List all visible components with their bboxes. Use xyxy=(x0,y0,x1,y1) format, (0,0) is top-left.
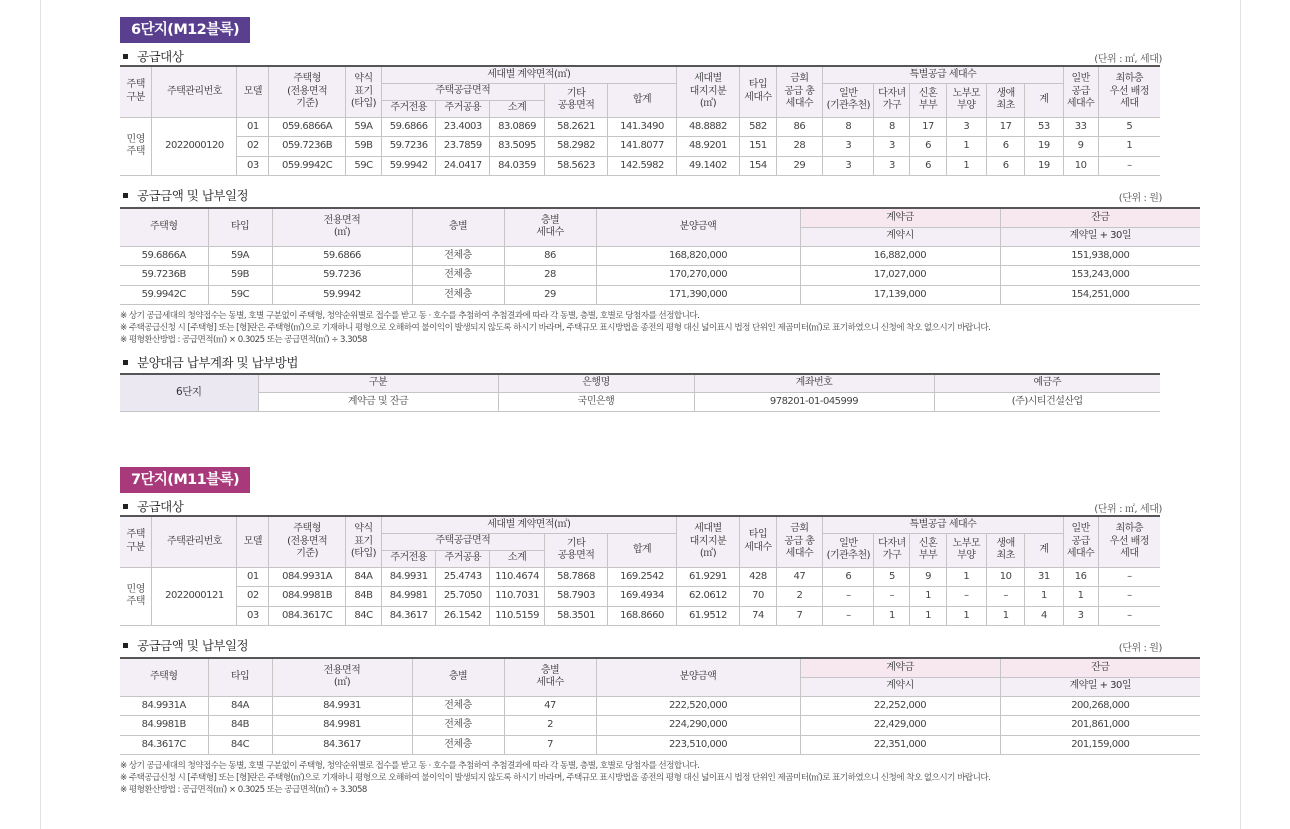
table-cell: 10 xyxy=(987,567,1025,587)
header-newlywed: 신혼 부부 xyxy=(910,533,946,567)
table-cell: 01 xyxy=(237,567,269,587)
header-balance-timing: 계약일 + 30일 xyxy=(1000,227,1200,246)
table-cell: 58.5623 xyxy=(544,156,608,176)
table-cell: 84A xyxy=(345,567,381,587)
header-house-type: 주택형 (전용면적 기준) xyxy=(269,516,346,567)
note-line: ※ 주택공급신청 시 [주택형] 또는 [형]란은 주택형(㎡)으로 기재하니 평형으로 오해하여 불이익이 발생되지 않도록 하시기 바라며, 주택규모 표시방법을 종전의 평형 대신 넓이표시 법정 단위인 제곱미터(㎡)로 표기하였으니 신청에 착오 없으시기 바랍니다. xyxy=(120,323,991,334)
table-cell: 84.9981 xyxy=(272,716,412,736)
table-cell: 84C xyxy=(208,735,272,755)
header-residential-common: 주거공용 xyxy=(436,100,490,117)
table-cell: 1 xyxy=(946,567,986,587)
table-cell: 86 xyxy=(776,117,823,137)
table-cell: 582 xyxy=(740,117,776,137)
header-newlywed: 신혼 부부 xyxy=(910,83,946,117)
table-cell: 47 xyxy=(504,696,596,716)
header-sale-price: 분양금액 xyxy=(596,208,800,246)
table-cell: 33 xyxy=(1063,117,1098,137)
header-house-type: 주택형 (전용면적 기준) xyxy=(269,66,346,117)
table-cell: 48.8882 xyxy=(676,117,740,137)
header-exclusive-area: 전용면적 (㎡) xyxy=(272,208,412,246)
table-cell: 전체층 xyxy=(412,266,504,286)
table-cell: 22,252,000 xyxy=(800,696,1000,716)
header-land-share: 세대별 대지지분 (㎡) xyxy=(676,516,740,567)
supply-target-table xyxy=(120,515,1160,626)
notes xyxy=(120,760,1160,797)
supply-target-table xyxy=(120,65,1160,176)
table-cell: – xyxy=(1098,156,1160,176)
table-row xyxy=(120,393,1160,412)
header-type: 타입 xyxy=(208,208,272,246)
table-cell: 141.3490 xyxy=(608,117,676,137)
table-cell: 171,390,000 xyxy=(596,285,800,305)
table-cell: 84.9931 xyxy=(272,696,412,716)
table-cell: 224,290,000 xyxy=(596,716,800,736)
account-header: 예금주 xyxy=(934,374,1160,393)
table-cell: 84.0359 xyxy=(490,156,544,176)
header-floor: 층별 xyxy=(412,208,504,246)
unit-note: (단위 : 원) xyxy=(1118,643,1162,654)
account-header: 구분 xyxy=(258,374,498,393)
header-house-category: 주택 구분 xyxy=(120,516,152,567)
table-cell: 169.4934 xyxy=(608,587,676,607)
price-schedule-heading xyxy=(120,186,1160,204)
management-no-cell: 2022000121 xyxy=(152,567,237,626)
table-cell: 222,520,000 xyxy=(596,696,800,716)
table-cell: 8 xyxy=(874,117,910,137)
table-cell: 10 xyxy=(1063,156,1098,176)
table-cell: 61.9291 xyxy=(676,567,740,587)
table-cell: 059.9942C xyxy=(269,156,346,176)
table-cell: 17 xyxy=(910,117,946,137)
table-cell: 7 xyxy=(504,735,596,755)
table-cell: 19 xyxy=(1025,137,1063,157)
header-type: 타입 xyxy=(208,658,272,696)
table-cell: 5 xyxy=(874,567,910,587)
table-cell: 59.7236B xyxy=(120,266,208,286)
table-cell: 59.9942C xyxy=(120,285,208,305)
table-cell: 74 xyxy=(740,606,776,626)
table-cell: 151,938,000 xyxy=(1000,246,1200,266)
table-cell: 02 xyxy=(237,137,269,157)
table-cell: 59.9942 xyxy=(382,156,436,176)
header-floor: 층별 xyxy=(412,658,504,696)
header-balance-timing: 계약일 + 30일 xyxy=(1000,677,1200,696)
header-floor-units: 층별 세대수 xyxy=(504,658,596,696)
table-cell: 83.5095 xyxy=(490,137,544,157)
table-cell: 110.7031 xyxy=(490,587,544,607)
header-contract-area: 세대별 계약면적(㎡) xyxy=(382,516,677,533)
header-special-sum: 계 xyxy=(1025,533,1063,567)
table-cell: – xyxy=(1098,606,1160,626)
table-cell: 58.7903 xyxy=(544,587,608,607)
table-row xyxy=(120,696,1200,716)
table-cell: 84C xyxy=(345,606,381,626)
table-cell: 201,861,000 xyxy=(1000,716,1200,736)
table-cell: 전체층 xyxy=(412,246,504,266)
table-cell: 2 xyxy=(776,587,823,607)
table-cell: 22,351,000 xyxy=(800,735,1000,755)
table-cell: 1 xyxy=(910,606,946,626)
table-cell: 전체층 xyxy=(412,285,504,305)
header-general-institution: 일반 (기관추천) xyxy=(823,83,874,117)
table-cell: 1 xyxy=(1063,587,1098,607)
header-type-units: 타입 세대수 xyxy=(740,516,776,567)
price-schedule-table xyxy=(120,657,1200,755)
management-no-cell: 2022000120 xyxy=(152,117,237,176)
header-elderly-parent: 노부모 부양 xyxy=(946,533,986,567)
right-guide-line xyxy=(1240,0,1241,829)
header-first-life: 생애 최초 xyxy=(987,83,1025,117)
table-row xyxy=(120,117,1160,137)
table-cell: 25.4743 xyxy=(436,567,490,587)
table-cell: 142.5982 xyxy=(608,156,676,176)
table-cell: 16,882,000 xyxy=(800,246,1000,266)
header-subtotal: 소계 xyxy=(490,100,544,117)
header-residential: 주거전용 xyxy=(382,550,436,567)
table-cell: 61.9512 xyxy=(676,606,740,626)
table-cell: 1 xyxy=(874,606,910,626)
header-subtotal: 소계 xyxy=(490,550,544,567)
table-cell: 5 xyxy=(1098,117,1160,137)
table-row xyxy=(120,285,1200,305)
complex-section xyxy=(120,467,1160,797)
table-cell: 6 xyxy=(987,156,1025,176)
header-multi-child: 다자녀 가구 xyxy=(874,83,910,117)
table-row xyxy=(120,137,1160,157)
supply-target-heading xyxy=(120,47,1160,65)
table-cell: 58.7868 xyxy=(544,567,608,587)
account-header: 계좌번호 xyxy=(694,374,934,393)
table-cell: 84B xyxy=(345,587,381,607)
table-cell: 49.1402 xyxy=(676,156,740,176)
table-cell: 26.1542 xyxy=(436,606,490,626)
table-cell: 7 xyxy=(776,606,823,626)
supply-target-heading xyxy=(120,497,1160,515)
table-cell: 23.4003 xyxy=(436,117,490,137)
header-residential: 주거전용 xyxy=(382,100,436,117)
unit-note: (단위 : ㎡, 세대) xyxy=(1094,54,1162,65)
table-cell: 3 xyxy=(946,117,986,137)
table-row xyxy=(120,587,1160,607)
unit-note: (단위 : ㎡, 세대) xyxy=(1094,504,1162,515)
table-cell: 19 xyxy=(1025,156,1063,176)
table-row xyxy=(120,266,1200,286)
table-cell: 58.2621 xyxy=(544,117,608,137)
table-cell: 84.3617 xyxy=(382,606,436,626)
table-cell: 84B xyxy=(208,716,272,736)
header-multi-child: 다자녀 가구 xyxy=(874,533,910,567)
table-cell: 29 xyxy=(776,156,823,176)
table-cell: 84.9931 xyxy=(382,567,436,587)
table-cell: 47 xyxy=(776,567,823,587)
table-cell: 3 xyxy=(874,137,910,157)
header-deposit: 계약금 xyxy=(800,208,1000,227)
table-cell: 전체층 xyxy=(412,716,504,736)
left-guide-line xyxy=(40,0,41,829)
table-cell: 151 xyxy=(740,137,776,157)
header-house-type: 주택형 xyxy=(120,658,208,696)
table-cell: 154,251,000 xyxy=(1000,285,1200,305)
price-schedule-table xyxy=(120,207,1200,305)
table-cell: 141.8077 xyxy=(608,137,676,157)
table-cell: 110.4674 xyxy=(490,567,544,587)
table-cell: 3 xyxy=(1063,606,1098,626)
header-house-type: 주택형 xyxy=(120,208,208,246)
table-cell: 6 xyxy=(823,567,874,587)
table-cell: 84.3617C xyxy=(120,735,208,755)
table-cell: 154 xyxy=(740,156,776,176)
table-cell: 02 xyxy=(237,587,269,607)
table-cell: 58.3501 xyxy=(544,606,608,626)
table-cell: – xyxy=(874,587,910,607)
table-cell: 70 xyxy=(740,587,776,607)
table-cell: 1 xyxy=(910,587,946,607)
table-cell: 전체층 xyxy=(412,696,504,716)
header-lowest-floor: 최하층 우선 배정 세대 xyxy=(1098,66,1160,117)
header-management-no: 주택관리번호 xyxy=(152,66,237,117)
table-cell: 1 xyxy=(1098,137,1160,157)
header-balance: 잔금 xyxy=(1000,208,1200,227)
table-cell: 59A xyxy=(208,246,272,266)
table-cell: 58.2982 xyxy=(544,137,608,157)
header-residential-common: 주거공용 xyxy=(436,550,490,567)
note-line: ※ 상기 공급세대의 청약접수는 동별, 호별 구분없이 주택형, 청약순위별로 접수를 받고 동 · 호수를 추첨하여 추첨결과에 따라 각 동별, 층별, 호별로 당첨자를 선정합니다. xyxy=(120,311,700,321)
table-cell: 01 xyxy=(237,117,269,137)
table-cell: 전체층 xyxy=(412,735,504,755)
table-cell: 6 xyxy=(910,156,946,176)
table-cell: 084.3617C xyxy=(269,606,346,626)
complex-section xyxy=(120,17,1160,412)
table-cell: 28 xyxy=(776,137,823,157)
header-house-category: 주택 구분 xyxy=(120,66,152,117)
table-cell: 48.9201 xyxy=(676,137,740,157)
table-row xyxy=(120,246,1200,266)
header-supply-area: 주택공급면적 xyxy=(382,533,545,550)
table-cell: 3 xyxy=(874,156,910,176)
header-special-supply: 특별공급 세대수 xyxy=(823,66,1063,83)
payment-account-table xyxy=(120,373,1160,413)
table-cell: 3 xyxy=(823,137,874,157)
bullet-square-icon xyxy=(123,643,128,648)
header-general-institution: 일반 (기관추천) xyxy=(823,533,874,567)
table-cell: – xyxy=(1098,567,1160,587)
header-general-supply: 일반 공급 세대수 xyxy=(1063,516,1098,567)
header-floor-units: 층별 세대수 xyxy=(504,208,596,246)
table-cell: 29 xyxy=(504,285,596,305)
account-complex-label: 6단지 xyxy=(120,374,258,412)
table-cell: 59.7236 xyxy=(272,266,412,286)
table-cell: 59.6866 xyxy=(382,117,436,137)
header-supply-area: 주택공급면적 xyxy=(382,83,545,100)
table-cell: 24.0417 xyxy=(436,156,490,176)
table-cell: 168,820,000 xyxy=(596,246,800,266)
table-cell: 59.9942 xyxy=(272,285,412,305)
header-general-supply: 일반 공급 세대수 xyxy=(1063,66,1098,117)
header-management-no: 주택관리번호 xyxy=(152,516,237,567)
header-abbreviation: 약식 표기 (타입) xyxy=(345,66,381,117)
unit-note: (단위 : 원) xyxy=(1118,193,1162,204)
price-schedule-heading xyxy=(120,636,1160,654)
table-cell: 084.9931A xyxy=(269,567,346,587)
table-cell: 1 xyxy=(946,606,986,626)
table-cell: 23.7859 xyxy=(436,137,490,157)
table-cell: 25.7050 xyxy=(436,587,490,607)
header-total-units: 금회 공급 총 세대수 xyxy=(776,66,823,117)
table-cell: 6 xyxy=(987,137,1025,157)
table-cell: 978201-01-045999 xyxy=(694,393,934,412)
table-cell: 59B xyxy=(208,266,272,286)
table-cell: 4 xyxy=(1025,606,1063,626)
table-cell: 59A xyxy=(345,117,381,137)
table-cell: 22,429,000 xyxy=(800,716,1000,736)
table-cell: 03 xyxy=(237,156,269,176)
table-cell: 03 xyxy=(237,606,269,626)
table-cell: – xyxy=(823,606,874,626)
table-cell: 59.6866A xyxy=(120,246,208,266)
table-cell: 59C xyxy=(208,285,272,305)
table-cell: 153,243,000 xyxy=(1000,266,1200,286)
house-category-cell: 민영 주택 xyxy=(120,567,152,626)
payment-account-heading xyxy=(120,353,1160,371)
table-cell: 9 xyxy=(1063,137,1098,157)
table-cell: – xyxy=(823,587,874,607)
header-model: 모델 xyxy=(237,66,269,117)
table-cell: – xyxy=(946,587,986,607)
table-cell: 201,159,000 xyxy=(1000,735,1200,755)
header-special-sum: 계 xyxy=(1025,83,1063,117)
table-cell: 17 xyxy=(987,117,1025,137)
notes xyxy=(120,310,1160,347)
table-cell: 59B xyxy=(345,137,381,157)
header-area-total: 합계 xyxy=(608,533,676,567)
table-row xyxy=(120,156,1160,176)
table-cell: 53 xyxy=(1025,117,1063,137)
header-special-supply: 특별공급 세대수 xyxy=(823,516,1063,533)
note-line: ※ 주택공급신청 시 [주택형] 또는 [형]란은 주택형(㎡)으로 기재하니 평형으로 오해하여 불이익이 발생되지 않도록 하시기 바라며, 주택규모 표시방법을 종전의 평형 대신 넓이표시 법정 단위인 제곱미터(㎡)로 표기하였으니 신청에 착오 없으시기 바랍니다. xyxy=(120,773,991,784)
header-deposit-timing: 계약시 xyxy=(800,677,1000,696)
table-row xyxy=(120,735,1200,755)
table-cell: 169.2542 xyxy=(608,567,676,587)
note-line: ※ 평형환산방법 : 공급면적(㎡) × 0.3025 또는 공급면적(㎡) ÷ 3.3058 xyxy=(120,785,367,796)
table-cell: 9 xyxy=(910,567,946,587)
subheading-title: 공급대상 xyxy=(137,49,184,64)
table-cell: 86 xyxy=(504,246,596,266)
account-header: 은행명 xyxy=(498,374,694,393)
subheading-title: 공급금액 및 납부일정 xyxy=(137,188,249,203)
header-first-life: 생애 최초 xyxy=(987,533,1025,567)
header-type-units: 타입 세대수 xyxy=(740,66,776,117)
complex-title-badge: 7단지(M11블록) xyxy=(120,467,250,493)
table-cell: 2 xyxy=(504,716,596,736)
table-cell: 1 xyxy=(946,137,986,157)
header-deposit: 계약금 xyxy=(800,658,1000,677)
header-exclusive-area: 전용면적 (㎡) xyxy=(272,658,412,696)
table-cell: 국민은행 xyxy=(498,393,694,412)
note-line: ※ 평형환산방법 : 공급면적(㎡) × 0.3025 또는 공급면적(㎡) ÷ 3.3058 xyxy=(120,335,367,346)
table-cell: 59.6866 xyxy=(272,246,412,266)
subheading-title: 공급금액 및 납부일정 xyxy=(137,638,249,653)
table-cell: 계약금 및 잔금 xyxy=(258,393,498,412)
table-cell: 28 xyxy=(504,266,596,286)
table-cell: 223,510,000 xyxy=(596,735,800,755)
table-row xyxy=(120,716,1200,736)
header-contract-area: 세대별 계약면적(㎡) xyxy=(382,66,677,83)
table-cell: 84.3617 xyxy=(272,735,412,755)
bullet-square-icon xyxy=(123,193,128,198)
table-cell: 1 xyxy=(987,606,1025,626)
table-cell: (주)시티건설산업 xyxy=(934,393,1160,412)
header-deposit-timing: 계약시 xyxy=(800,227,1000,246)
table-cell: 59C xyxy=(345,156,381,176)
bullet-square-icon xyxy=(123,54,128,59)
subheading-title: 분양대금 납부계좌 및 납부방법 xyxy=(137,354,298,370)
bullet-square-icon xyxy=(123,504,128,509)
table-cell: 059.7236B xyxy=(269,137,346,157)
header-balance: 잔금 xyxy=(1000,658,1200,677)
subheading-title: 공급대상 xyxy=(137,499,184,514)
header-model: 모델 xyxy=(237,516,269,567)
table-cell: 170,270,000 xyxy=(596,266,800,286)
table-cell: 84A xyxy=(208,696,272,716)
table-cell: 84.9931A xyxy=(120,696,208,716)
table-row xyxy=(120,606,1160,626)
table-cell: 3 xyxy=(823,156,874,176)
table-cell: – xyxy=(1098,587,1160,607)
table-cell: 200,268,000 xyxy=(1000,696,1200,716)
table-cell: 110.5159 xyxy=(490,606,544,626)
header-abbreviation: 약식 표기 (타입) xyxy=(345,516,381,567)
table-cell: 1 xyxy=(1025,587,1063,607)
table-cell: 168.8660 xyxy=(608,606,676,626)
header-land-share: 세대별 대지지분 (㎡) xyxy=(676,66,740,117)
table-cell: 84.9981B xyxy=(120,716,208,736)
header-sale-price: 분양금액 xyxy=(596,658,800,696)
table-cell: 1 xyxy=(946,156,986,176)
header-area-total: 합계 xyxy=(608,83,676,117)
table-cell: 83.0869 xyxy=(490,117,544,137)
table-cell: 6 xyxy=(910,137,946,157)
table-cell: 8 xyxy=(823,117,874,137)
header-total-units: 금회 공급 총 세대수 xyxy=(776,516,823,567)
header-other-common: 기타 공용면적 xyxy=(544,533,608,567)
complex-title-badge: 6단지(M12블록) xyxy=(120,17,250,43)
table-cell: 428 xyxy=(740,567,776,587)
header-other-common: 기타 공용면적 xyxy=(544,83,608,117)
table-cell: 62.0612 xyxy=(676,587,740,607)
table-cell: 059.6866A xyxy=(269,117,346,137)
table-row xyxy=(120,567,1160,587)
table-cell: 16 xyxy=(1063,567,1098,587)
house-category-cell: 민영 주택 xyxy=(120,117,152,176)
header-elderly-parent: 노부모 부양 xyxy=(946,83,986,117)
table-cell: – xyxy=(987,587,1025,607)
header-lowest-floor: 최하층 우선 배정 세대 xyxy=(1098,516,1160,567)
note-line: ※ 상기 공급세대의 청약접수는 동별, 호별 구분없이 주택형, 청약순위별로 접수를 받고 동 · 호수를 추첨하여 추첨결과에 따라 각 동별, 층별, 호별로 당첨자를 선정합니다. xyxy=(120,761,700,771)
table-cell: 17,139,000 xyxy=(800,285,1000,305)
table-cell: 17,027,000 xyxy=(800,266,1000,286)
table-cell: 84.9981 xyxy=(382,587,436,607)
table-cell: 59.7236 xyxy=(382,137,436,157)
table-cell: 31 xyxy=(1025,567,1063,587)
table-cell: 084.9981B xyxy=(269,587,346,607)
bullet-square-icon xyxy=(123,360,128,365)
